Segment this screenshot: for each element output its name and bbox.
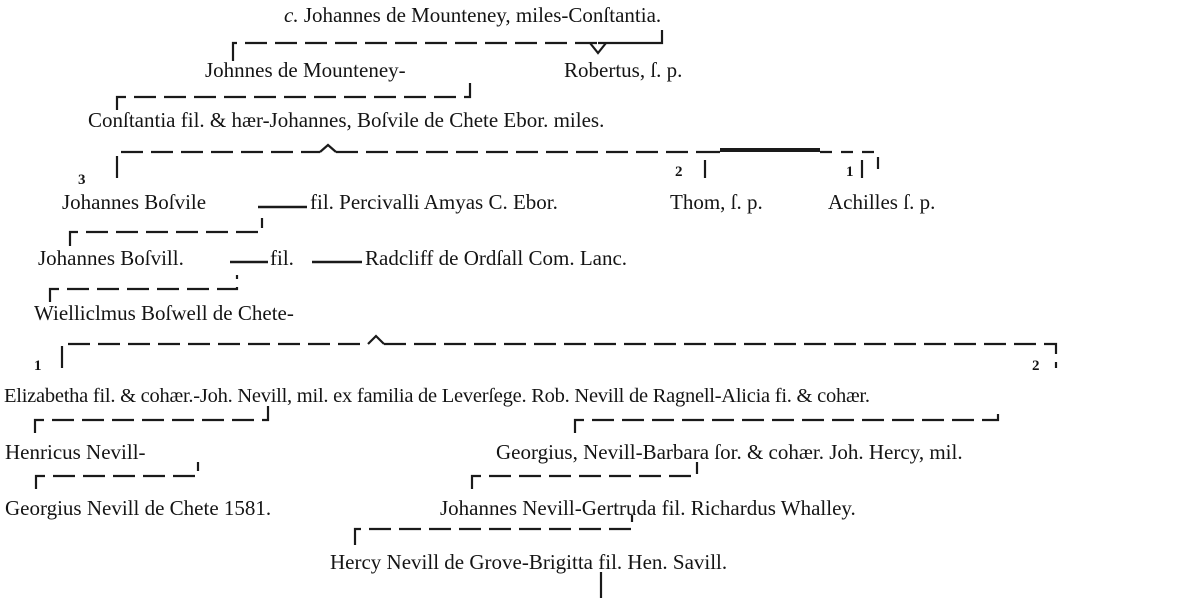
gen2-right: Robertus, ſ. p. xyxy=(564,58,683,82)
gen9-left: Georgius Nevill de Chete 1581. xyxy=(5,496,272,520)
gen4-number-right: 1 xyxy=(846,164,854,180)
gen4-left: Johannes Boſvile xyxy=(62,190,207,214)
gen4-right: Achilles ſ. p. xyxy=(828,190,936,214)
gen10-text: Hercy Nevill de Grove-Brigitta fil. Hen. Savill. xyxy=(330,550,728,574)
gen7-number-right: 2 xyxy=(1032,358,1040,374)
gen4-number-mid: 2 xyxy=(675,164,683,180)
gen1-line xyxy=(284,3,661,27)
gen5-right: Radcliff de Ordſall Com. Lanc. xyxy=(365,246,628,270)
gen4-mid: Thom, ſ. p. xyxy=(670,190,763,214)
gen3-text: Conſtantia fil. & hær-Johannes, Boſvile de Chete Ebor. miles. xyxy=(88,108,605,132)
gen5-mid: fil. xyxy=(270,246,294,270)
gen9-right: Johannes Nevill-Gertruda fil. Richardus Whalley. xyxy=(440,496,856,520)
gen8-right: Georgius, Nevill-Barbara ſor. & cohær. Joh. Hercy, mil. xyxy=(496,440,963,464)
gen2-left: Johnnes de Mounteney- xyxy=(205,58,406,82)
gen7-number-left: 1 xyxy=(34,358,42,374)
gen5-left: Johannes Boſvill. xyxy=(38,246,184,270)
gen1-prefix: c. xyxy=(284,3,299,27)
gen1-text: Johannes de Mounteney, miles-Conſtantia. xyxy=(303,3,662,27)
gen4-left-wife: fil. Percivalli Amyas C. Ebor. xyxy=(310,190,558,214)
gen4-number-left: 3 xyxy=(78,172,86,188)
gen8-left: Henricus Nevill- xyxy=(5,440,146,464)
gen6-text: Wielliclmus Boſwell de Chete- xyxy=(34,301,294,325)
gen7-text: Elizabetha fil. & cohær.-Joh. Nevill, mil. ex familia de Leverſege. Rob. Nevill de Ragnell-Alicia fi. & cohær. xyxy=(4,385,870,407)
